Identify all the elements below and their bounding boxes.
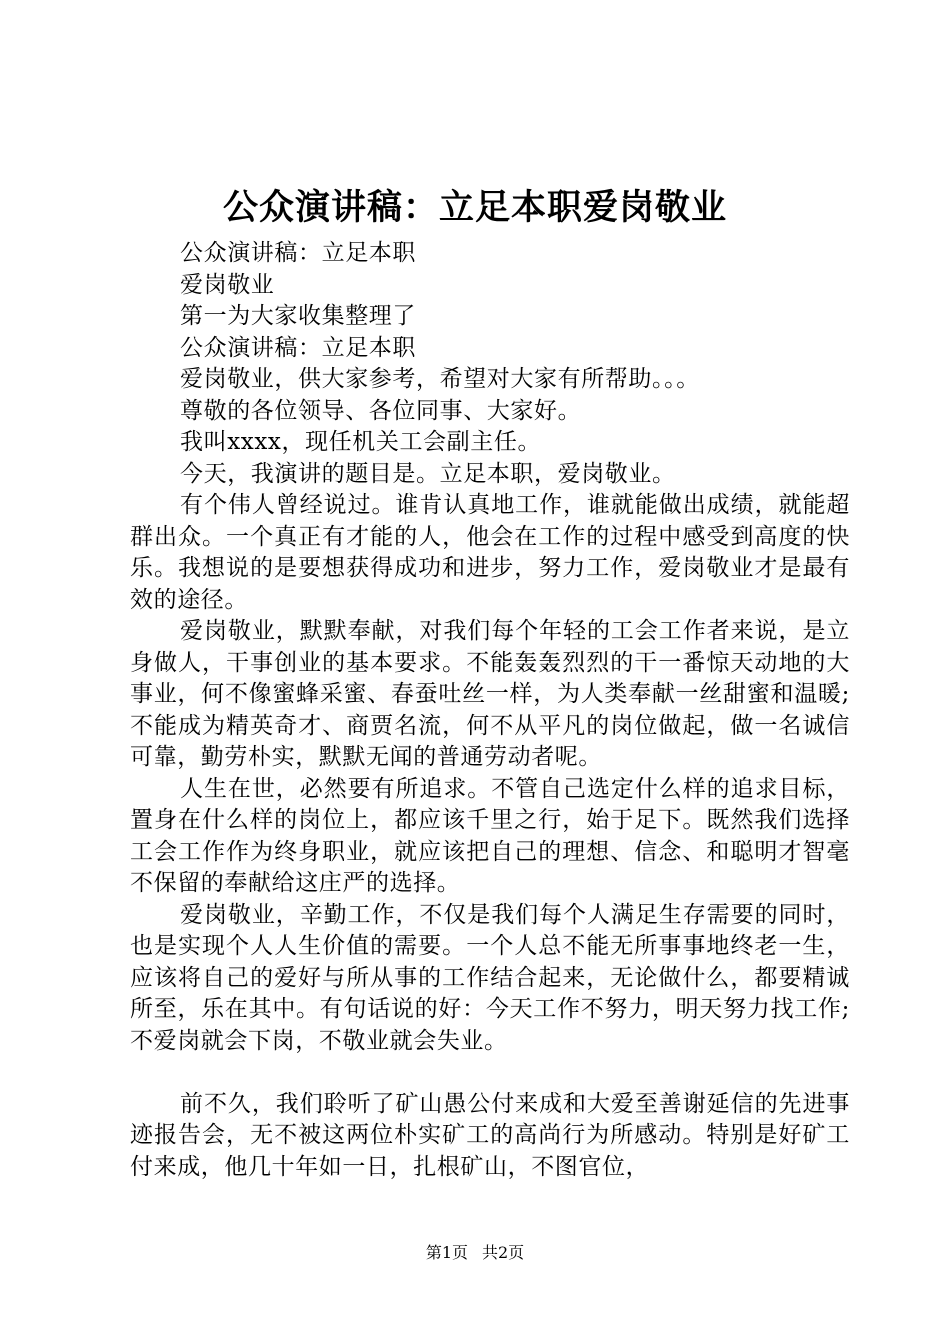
intro-line: 公众演讲稿：立足本职 <box>180 240 416 266</box>
intro-line: 第一为大家收集整理了 <box>180 303 416 329</box>
document-body <box>130 238 850 1183</box>
intro-line: 公众演讲稿：立足本职 <box>180 334 416 361</box>
body-paragraph: 有个伟人曾经说过。谁肯认真地工作，谁就能做出成绩，就能超群出众。一个真正有才能的人，他会在工作的过程中感受到高度的快乐。我想说的是要想获得成功和进步，努力工作，爱岗敬业才是最有效的途径。 <box>130 492 850 613</box>
intro-line: 爱岗敬业 <box>180 271 275 298</box>
topic-line: 今天，我演讲的题目是。立足本职，爱岗敬业。 <box>180 460 676 487</box>
document-title: 公众演讲稿：立足本职爱岗敬业 <box>222 188 727 228</box>
body-paragraph: 人生在世，必然要有所追求。不管自己选定什么样的追求目标，置身在什么样的岗位上，都应该千里之行，始于足下。既然我们选择工会工作作为终身职业，就应该把自己的理想、信念、和聪明才智毫不保留的奉献给这庄严的选择。 <box>130 775 850 896</box>
body-paragraph: 爱岗敬业，辛勤工作，不仅是我们每个人满足生存需要的同时，也是实现个人人生价值的需要。一个人总不能无所事事地终老一生，应该将自己的爱好与所从事的工作结合起来，无论做什么，都要精诚所至，乐在其中。有句话说的好：今天工作不努力，明天努力找工作;不爱岗就会下岗，不敬业就会失业。 <box>130 901 850 1054</box>
self-introduction-line: 我叫xxxx，现任机关工会副主任。 <box>180 429 542 455</box>
body-paragraph: 爱岗敬业，默默奉献，对我们每个年轻的工会工作者来说，是立身做人，干事创业的基本要求。不能轰轰烈烈的干一番惊天动地的大事业，何不像蜜蜂采蜜、春蚕吐丝一样，为人类奉献一丝甜蜜和温暖;不能成为精英奇才、商贾名流，何不从平凡的岗位做起，做一名诚信可靠，勤劳朴实，默默无闻的普通劳动者呢。 <box>130 618 850 770</box>
page-number: 第1页 <box>425 1243 468 1262</box>
paragraph-spacer <box>130 1057 850 1089</box>
greeting-line: 尊敬的各位领导、各位同事、大家好。 <box>180 397 582 424</box>
body-paragraph: 前不久，我们聆听了矿山愚公付来成和大爱至善谢延信的先进事迹报告会，无不被这两位朴实矿工的高尚行为所感动。特别是好矿工付来成，他几十年如一日，扎根矿山，不图官位， <box>130 1090 850 1180</box>
intro-line: 爱岗敬业，供大家参考，希望对大家有所帮助。。。 <box>180 366 700 392</box>
page-total: 共2页 <box>482 1243 525 1262</box>
page-footer <box>0 1242 950 1264</box>
